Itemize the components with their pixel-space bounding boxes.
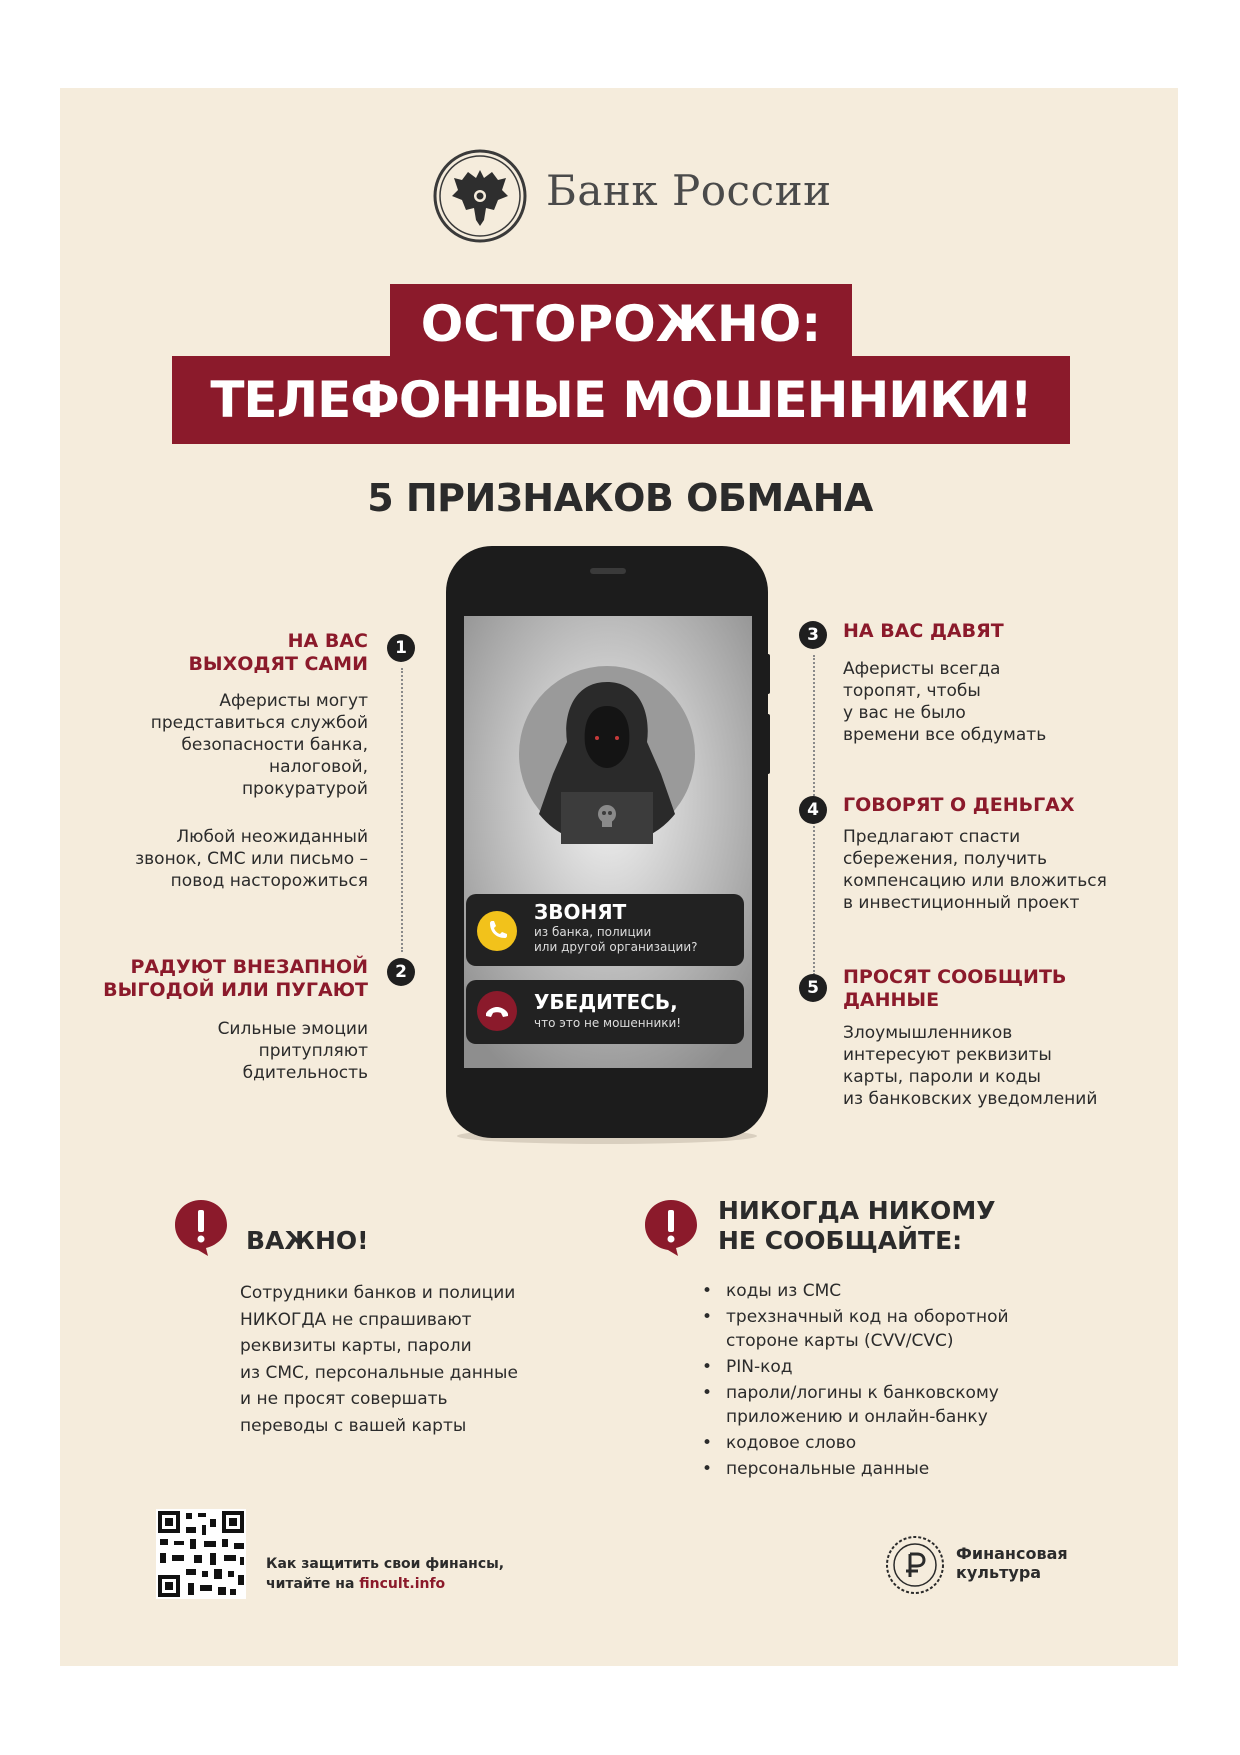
sign-2-title-line-1: РАДУЮТ ВНЕЗАПНОЙ — [130, 956, 368, 978]
sign-number-5: 5 — [799, 974, 827, 1002]
list-item — [700, 1431, 1009, 1455]
headline-line-1: ОСТОРОЖНО: — [390, 284, 852, 364]
phone-answer-icon[interactable] — [476, 910, 518, 952]
fincult-brand — [956, 1544, 1068, 1582]
sign-number-1: 1 — [387, 634, 415, 662]
hacker-avatar-icon — [517, 664, 697, 844]
important-title: ВАЖНО! — [246, 1226, 369, 1255]
sign-5-text-line: из банковских уведомлений — [843, 1089, 1098, 1109]
sign-1-text-line: прокуратурой — [241, 779, 368, 799]
phone-illustration — [444, 544, 770, 1144]
sign-number-3: 3 — [799, 621, 827, 649]
important-text — [240, 1280, 518, 1439]
sign-3-title — [843, 620, 1004, 643]
list-item — [700, 1305, 1009, 1353]
sign-4-text — [843, 826, 1107, 914]
qr-code-icon[interactable] — [156, 1509, 246, 1599]
sign-1-text — [151, 690, 368, 800]
eagle-emblem-icon — [432, 148, 528, 244]
sign-3-title-line-1: НА ВАС ДАВЯТ — [843, 620, 1004, 642]
left-connector-line — [401, 668, 403, 952]
never-list — [700, 1279, 1009, 1483]
important-text-line: реквизиты карты, пароли — [240, 1336, 472, 1356]
sign-2-text-line: бдительность — [242, 1063, 368, 1083]
important-text-line: и не просят совершать — [240, 1389, 448, 1409]
fincult-link[interactable]: fincult.info — [359, 1576, 446, 1592]
sign-4-title-line-1: ГОВОРЯТ О ДЕНЬГАХ — [843, 794, 1075, 816]
sign-2-text-line: Сильные эмоции — [217, 1019, 368, 1039]
important-text-line: НИКОГДА не спрашивают — [240, 1309, 472, 1330]
list-item — [700, 1457, 1009, 1481]
ruble-icon — [884, 1534, 946, 1596]
exclamation-icon — [170, 1196, 232, 1258]
list-item-text: приложению и онлайн-банку — [726, 1407, 988, 1427]
sign-2-text — [218, 1018, 368, 1084]
sign-3-text-line: времени все обдумать — [843, 725, 1047, 745]
footer-text-line-2 — [266, 1574, 504, 1594]
sign-1-note-line: Любой неожиданный — [176, 827, 368, 847]
footer-text — [266, 1554, 504, 1594]
bank-name: Банк России — [546, 166, 832, 215]
fincult-brand-line-2: культура — [956, 1563, 1042, 1582]
sign-4-text-line: сбережения, получить — [843, 849, 1047, 869]
sign-3-text-line: Аферисты всегда — [843, 659, 1001, 679]
important-text-line: из СМС, персональные данные — [240, 1362, 518, 1383]
sign-5-text — [843, 1022, 1097, 1110]
important-text-line: Сотрудники банков и полиции — [240, 1283, 516, 1303]
sign-1-title-line-1: НА ВАС — [287, 630, 368, 652]
important-text-line: переводы с вашей карты — [240, 1415, 467, 1436]
sign-1-note-line: повод насторожиться — [170, 871, 368, 891]
list-item-text: стороне карты (CVV/CVC) — [726, 1331, 954, 1351]
list-item-text: • кодовое слово — [726, 1433, 857, 1453]
list-item-text: • коды из СМС — [726, 1281, 842, 1301]
never-title-line-1: НИКОГДА НИКОМУ — [718, 1196, 996, 1225]
list-item-text: • трехзначный код на оборотной — [726, 1307, 1009, 1327]
sign-5-title — [843, 966, 1066, 1012]
sign-2-title-line-2: ВЫГОДОЙ ИЛИ ПУГАЮТ — [103, 979, 368, 1001]
sign-5-title-line-1: ПРОСЯТ СООБЩИТЬ — [843, 966, 1067, 988]
sign-4-title — [843, 794, 1075, 817]
sign-1-title — [188, 630, 368, 676]
sign-5-text-line: интересуют реквизиты — [843, 1045, 1052, 1065]
section-subtitle: 5 ПРИЗНАКОВ ОБМАНА — [367, 476, 873, 520]
sign-1-text-line: безопасности банка, — [181, 735, 368, 755]
sign-3-text-line: торопят, чтобы — [843, 681, 981, 701]
never-title-line-2: НЕ СООБЩАЙТЕ: — [718, 1226, 963, 1255]
verify-title: УБЕДИТЕСЬ, — [534, 990, 678, 1014]
list-item — [700, 1279, 1009, 1303]
list-item — [700, 1381, 1009, 1429]
sign-1-text-line: налоговой, — [268, 757, 368, 777]
headline-line-2: ТЕЛЕФОННЫЕ МОШЕННИКИ! — [172, 356, 1070, 444]
sign-1-note-line: звонок, СМС или письмо – — [135, 849, 368, 869]
sign-number-2: 2 — [387, 958, 415, 986]
list-item-text: • персональные данные — [726, 1459, 930, 1479]
sign-1-text-line: Аферисты могут — [219, 691, 368, 711]
sign-2-title — [103, 956, 368, 1002]
phone-decline-icon[interactable] — [476, 990, 518, 1032]
sign-5-title-line-2: ДАННЫЕ — [843, 989, 940, 1011]
sign-4-text-line: компенсацию или вложиться — [843, 871, 1107, 891]
call-subtitle-1: из банка, полиции — [534, 925, 652, 939]
sign-1-title-line-2: ВЫХОДЯТ САМИ — [188, 653, 368, 675]
list-item — [700, 1355, 1009, 1379]
list-item-text: • пароли/логины к банковскому — [726, 1383, 999, 1403]
list-item-text: • PIN-код — [726, 1357, 793, 1377]
sign-3-text-line: у вас не было — [843, 703, 966, 723]
footer-text-prefix: читайте на — [266, 1576, 360, 1592]
sign-number-4: 4 — [799, 796, 827, 824]
sign-4-text-line: Предлагают спасти — [843, 827, 1021, 847]
call-title: ЗВОНЯТ — [534, 900, 627, 924]
sign-5-text-line: Злоумышленников — [843, 1023, 1013, 1043]
exclamation-icon — [640, 1196, 702, 1258]
sign-1-text-line: представиться службой — [150, 713, 368, 733]
fincult-brand-line-1: Финансовая — [956, 1544, 1068, 1563]
verify-subtitle: что это не мошенники! — [534, 1016, 682, 1030]
never-title — [718, 1196, 995, 1256]
sign-1-note — [135, 826, 368, 892]
footer-text-line-1: Как защитить свои финансы, — [266, 1556, 505, 1572]
sign-3-text — [843, 658, 1046, 746]
sign-4-text-line: в инвестиционный проект — [843, 893, 1080, 913]
sign-5-text-line: карты, пароли и коды — [843, 1067, 1041, 1087]
sign-2-text-line: притупляют — [258, 1041, 368, 1061]
call-subtitle-2: или другой организации? — [534, 940, 698, 954]
